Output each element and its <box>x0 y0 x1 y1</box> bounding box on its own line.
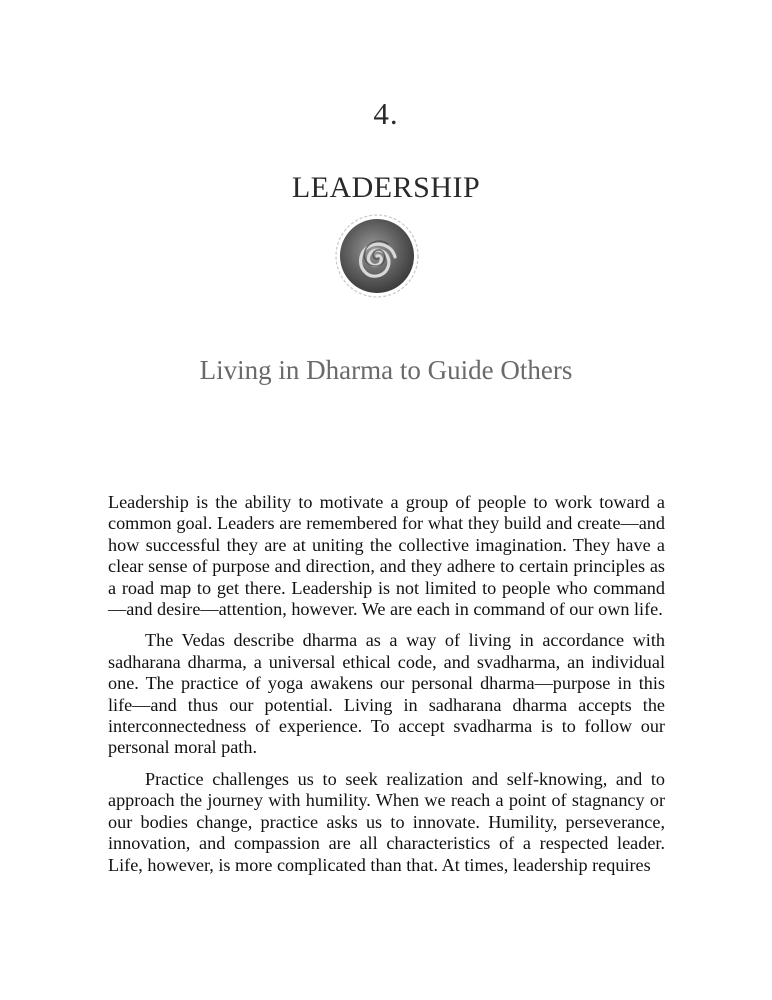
paragraph-2: The Vedas describe dharma as a way of living in accordance with sadharana dharma, a universal ethical code, and svadharma, an individual one. The practice of yoga awakens our personal dharma—purpose in this life—and thus our potential. Living in sadharana dharma accepts the interconnectedness of experience. To accept svadharma is to follow our personal moral path. <box>108 630 665 758</box>
chapter-subtitle: Living in Dharma to Guide Others <box>199 355 573 385</box>
paragraph-1: Leadership is the ability to motivate a group of people to work toward a common goal. Leaders are remembered for what they build and create—and how successful they are at uniting the collective imagination. They have a clear sense of purpose and direction, and they adhere to certain principles as a road map to get there. Leadership is not limited to people who command—and desire—attention, however. We are each in command of our own life. <box>108 492 665 620</box>
chapter-title: LEADERSHIP <box>291 171 481 204</box>
chapter-number: 4. <box>373 96 399 131</box>
spiral-icon <box>332 211 422 301</box>
paragraph-3: Practice challenges us to seek realization and self-knowing, and to approach the journey with humility. When we reach a point of stagnancy or our bodies change, practice asks us to innovate. Humility, perseverance, innovation, and compassion are all characteristics of a respected leader. Life, however, is more complicated than that. At times, leadership requires <box>108 768 665 875</box>
body-text <box>108 492 665 886</box>
